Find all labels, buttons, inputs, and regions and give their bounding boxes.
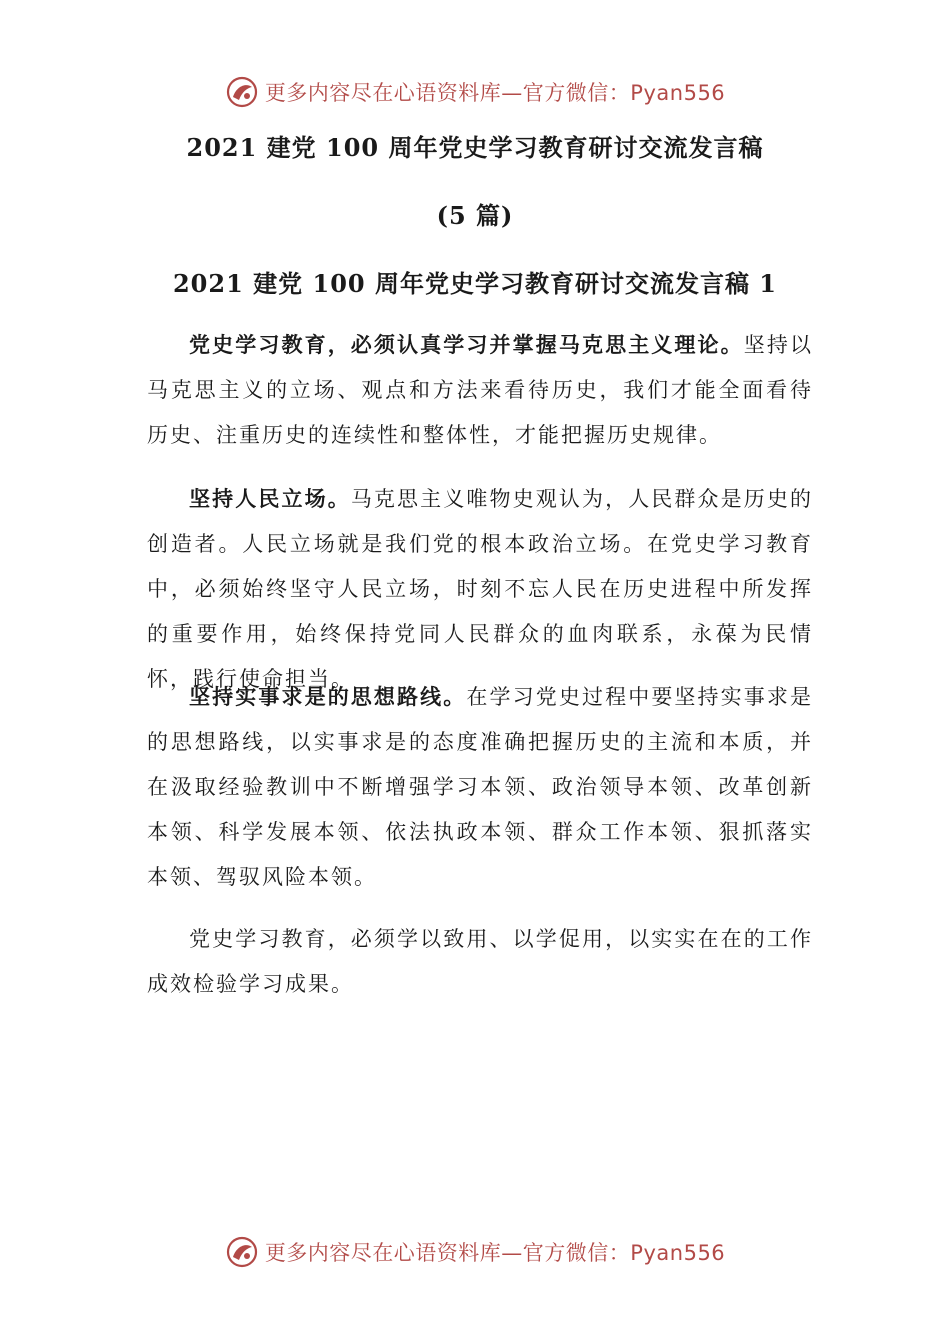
paragraph-2-body: 马克思主义唯物史观认为，人民群众是历史的创造者。人民立场就是我们党的根本政治立场。在党史学习教育中，必须始终坚守人民立场，时刻不忘人民在历史进程中所发挥的重要作用，始终保持党同人民群众的血肉联系，永葆为民情怀，践行使命担当。 [147,487,814,691]
paragraph-2-lead: 坚持人民立场。 [189,486,351,511]
seal-logo-icon [225,75,259,109]
watermark-text-footer: 更多内容尽在心语资料库—官方微信：Pyan556 [264,1241,726,1265]
paragraph-1-body: 坚持以马克思主义的立场、观点和方法来看待历史，我们才能全面看待历史、注重历史的连续性和整体性，才能把握历史规律。 [147,333,814,447]
document-title-count: (5 篇) [436,201,514,230]
watermark-text: 更多内容尽在心语资料库—官方微信：Pyan556 [264,81,726,105]
paragraph-1-lead: 党史学习教育，必须认真学习并掌握马克思主义理论。 [189,332,744,357]
paragraph-3-body: 在学习党史过程中要坚持实事求是的思想路线，以实事求是的态度准确把握历史的主流和本质，并在汲取经验教训中不断增强学习本领、政治领导本领、改革创新本领、科学发展本领、依法执政本领、群众工作本领、狠抓落实本领、驾驭风险本领。 [147,685,814,889]
paragraph-3-lead: 坚持实事求是的思想路线。 [189,684,467,709]
paragraph-4-body: 党史学习教育，必须学以致用、以学促用，以实实在在的工作成效检验学习成果。 [147,927,813,996]
header-watermark [0,72,950,112]
footer-watermark [0,1232,950,1272]
seal-logo-icon [225,1235,259,1269]
paragraph-1 [147,322,813,458]
section-title: 2021 建党 100 周年党史学习教育研讨交流发言稿 1 [172,269,777,298]
paragraph-3 [147,674,813,900]
paragraph-4 [147,916,813,1007]
paragraph-2 [147,476,813,702]
document-title: 2021 建党 100 周年党史学习教育研讨交流发言稿 [186,133,764,162]
